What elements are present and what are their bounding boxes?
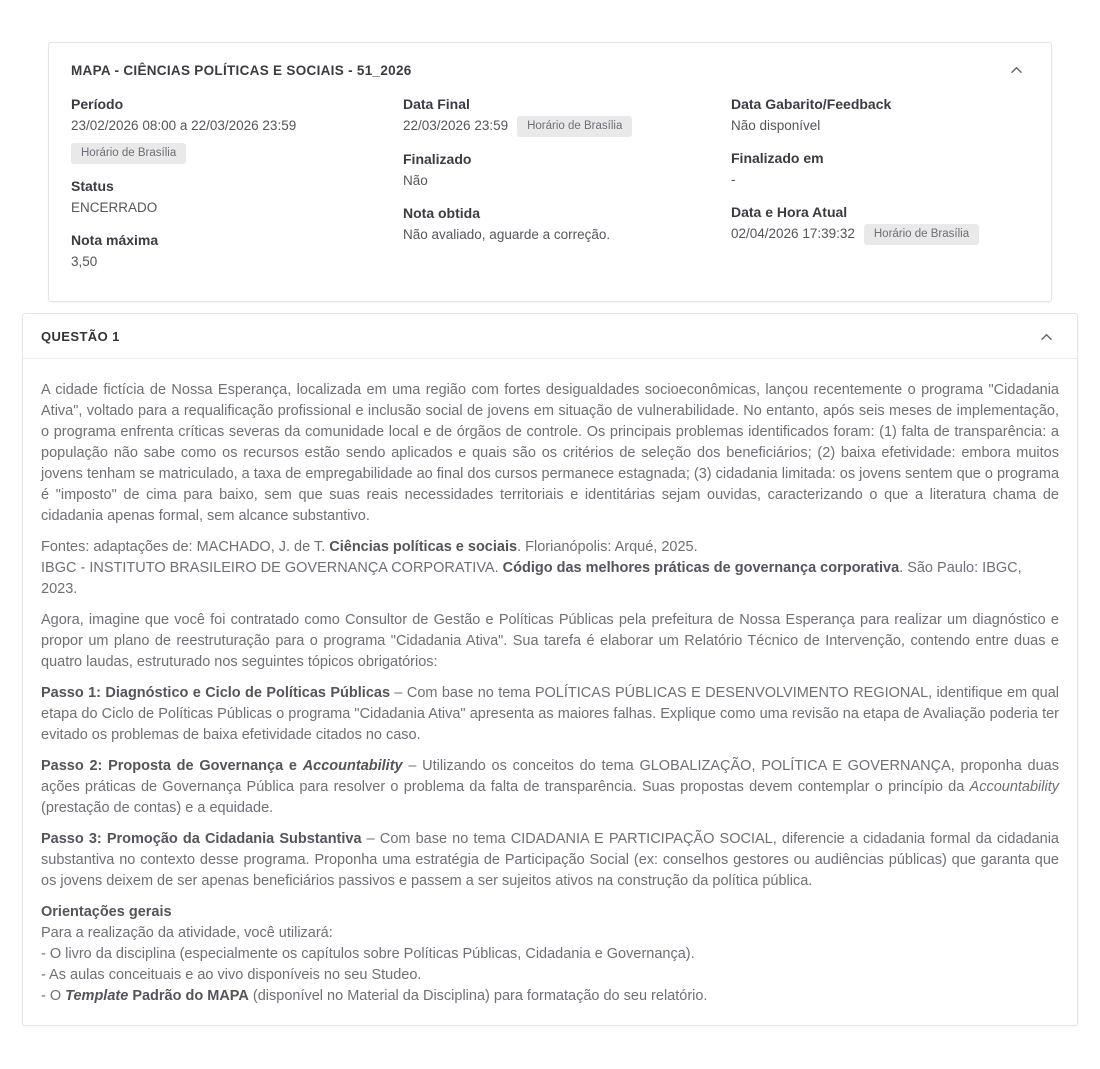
guidelines-list: Para a realização da atividade, você utilizará: - O livro da disciplina (especialmente os capítulos sobre Políticas Públicas, Cidadania e Governança). - As aulas conceituais e ao vivo disponíveis no seu Studeo. - O Template Padrão do MAPA (disponível no Material da Disciplina) para formatação do seu relatório. bbox=[41, 925, 708, 1004]
question-header bbox=[23, 314, 1077, 359]
assignment-summary-card bbox=[48, 42, 1052, 302]
field-data-gabarito-feedback bbox=[731, 94, 1027, 136]
field-value: Não disponível bbox=[731, 118, 821, 133]
field-value: Não bbox=[403, 172, 428, 188]
detail-column bbox=[403, 94, 731, 284]
field-value: ENCERRADO bbox=[71, 199, 158, 215]
field-nota-maxima bbox=[71, 230, 403, 272]
assignment-title: MAPA - CIÊNCIAS POLÍTICAS E SOCIAIS - 51_2026 bbox=[71, 63, 412, 78]
field-periodo bbox=[71, 94, 403, 164]
field-finalizado bbox=[403, 149, 731, 191]
question-card bbox=[22, 313, 1078, 1026]
case-description: A cidade fictícia de Nossa Esperança, localizada em uma região com fortes desigualdades socioeconômicas, lançou recentemente o programa "Cidadania Ativa", voltado para a requalificação profissional e inclusão social de jovens em situação de vulnerabilidade. No entanto, após seis meses de implementação, o programa enfrenta críticas severas da comunidade local e de órgãos de controle. Os principais problemas identificados foram: (1) falta de transparência: a população não sabe como os recursos estão sendo aplicados e quais são os critérios de seleção dos beneficiários; (2) baixa efetividade: embora muitos jovens tenham se matriculado, a taxa de empregabilidade ao final dos cursos permanece estagnada; (3) cidadania limitada: os jovens sentem que o programa é "imposto" de cima para baixo, sem que suas reais necessidades territoriais e identitárias sejam ouvidas, caracterizando o que a literatura chama de cidadania apenas formal, sem alcance substantivo. bbox=[41, 382, 1060, 524]
field-label: Período bbox=[71, 96, 124, 112]
page bbox=[0, 42, 1100, 1069]
detail-column bbox=[731, 94, 1027, 284]
assignment-details bbox=[71, 94, 1027, 284]
field-label: Data Gabarito/Feedback bbox=[731, 96, 892, 112]
field-value: 22/03/2026 23:59 bbox=[403, 118, 509, 134]
field-value: - bbox=[731, 172, 736, 187]
field-nota-obtida bbox=[403, 203, 731, 245]
detail-column bbox=[71, 94, 403, 284]
timezone-badge: Horário de Brasília bbox=[864, 224, 979, 245]
step-1: Passo 1: Diagnóstico e Ciclo de Políticas Públicas – Com base no tema POLÍTICAS PÚBLICAS E DESENVOLVIMENTO REGIONAL, identifique em qual etapa do Ciclo de Políticas Públicas o programa "Cidadania Ativa" apresenta as maiores falhas. Explique como uma revisão na etapa de Avaliação poderia ter evitado os problemas de baixa efetividade citados no caso. bbox=[41, 685, 1059, 743]
summary-collapse-button[interactable] bbox=[1006, 63, 1027, 76]
field-data-final bbox=[403, 94, 731, 137]
field-label: Finalizado bbox=[403, 150, 472, 167]
question-collapse-button[interactable] bbox=[1036, 330, 1057, 343]
question-title: QUESTÃO 1 bbox=[41, 329, 120, 344]
timezone-badge: Horário de Brasília bbox=[517, 116, 632, 137]
field-label: Nota obtida bbox=[403, 204, 480, 221]
field-value: 3,50 bbox=[71, 253, 98, 269]
field-label: Data e Hora Atual bbox=[731, 204, 848, 220]
field-data-e-hora-atual bbox=[731, 202, 1027, 245]
field-label: Status bbox=[71, 177, 114, 194]
question-body bbox=[23, 359, 1077, 1025]
step-3: Passo 3: Promoção da Cidadania Substantiva – Com base no tema CIDADANIA E PARTICIPAÇÃO SOCIAL, diferencie a cidadania formal da cidadania substantiva no contexto desse programa. Proponha uma estratégia de Participação Social (ex: conselhos gestores ou audiências públicas) que garanta que os jovens deixem de ser apenas beneficiários passivos e passem a ser sujeitos ativos na construção da política pública. bbox=[41, 831, 1059, 889]
field-label: Finalizado em bbox=[731, 150, 824, 166]
chevron-up-icon bbox=[1040, 329, 1053, 344]
field-value: 23/02/2026 08:00 a 22/03/2026 23:59 bbox=[71, 118, 297, 133]
field-value: 02/04/2026 17:39:32 bbox=[731, 226, 855, 242]
timezone-badge: Horário de Brasília bbox=[71, 143, 186, 164]
sources: Fontes: adaptações de: MACHADO, J. de T. Ciências políticas e sociais. Florianópolis: Arqué, 2025. IBGC - INSTITUTO BRASILEIRO DE GOVERNANÇA CORPORATIVA. Código das melhores práticas de governança corporativa. São Paulo: IBGC, 2023. bbox=[41, 539, 1022, 597]
field-label: Nota máxima bbox=[71, 231, 159, 248]
badge-row bbox=[71, 143, 403, 164]
step-2: Passo 2: Proposta de Governança e Accountability – Utilizando os conceitos do tema GLOBALIZAÇÃO, POLÍTICA E GOVERNANÇA, proponha duas ações práticas de Governança Pública para resolver o problema da falta de transparência. Suas propostas devem contemplar o princípio da Accountability (prestação de contas) e a equidade. bbox=[41, 758, 1059, 816]
guidelines-heading: Orientações gerais bbox=[41, 904, 172, 920]
field-value: Não avaliado, aguarde a correção. bbox=[403, 226, 611, 242]
chevron-up-icon bbox=[1010, 62, 1023, 77]
field-status bbox=[71, 176, 403, 218]
field-label: Data Final bbox=[403, 96, 470, 112]
field-finalizado-em bbox=[731, 148, 1027, 190]
task-intro: Agora, imagine que você foi contratado como Consultor de Gestão e Políticas Públicas pela prefeitura de Nossa Esperança para realizar um diagnóstico e propor um plano de reestruturação para o programa "Cidadania Ativa". Sua tarefa é elaborar um Relatório Técnico de Intervenção, contendo entre duas e quatro laudas, estruturado nos seguintes tópicos obrigatórios: bbox=[41, 612, 1059, 670]
assignment-summary-header bbox=[71, 63, 1027, 78]
